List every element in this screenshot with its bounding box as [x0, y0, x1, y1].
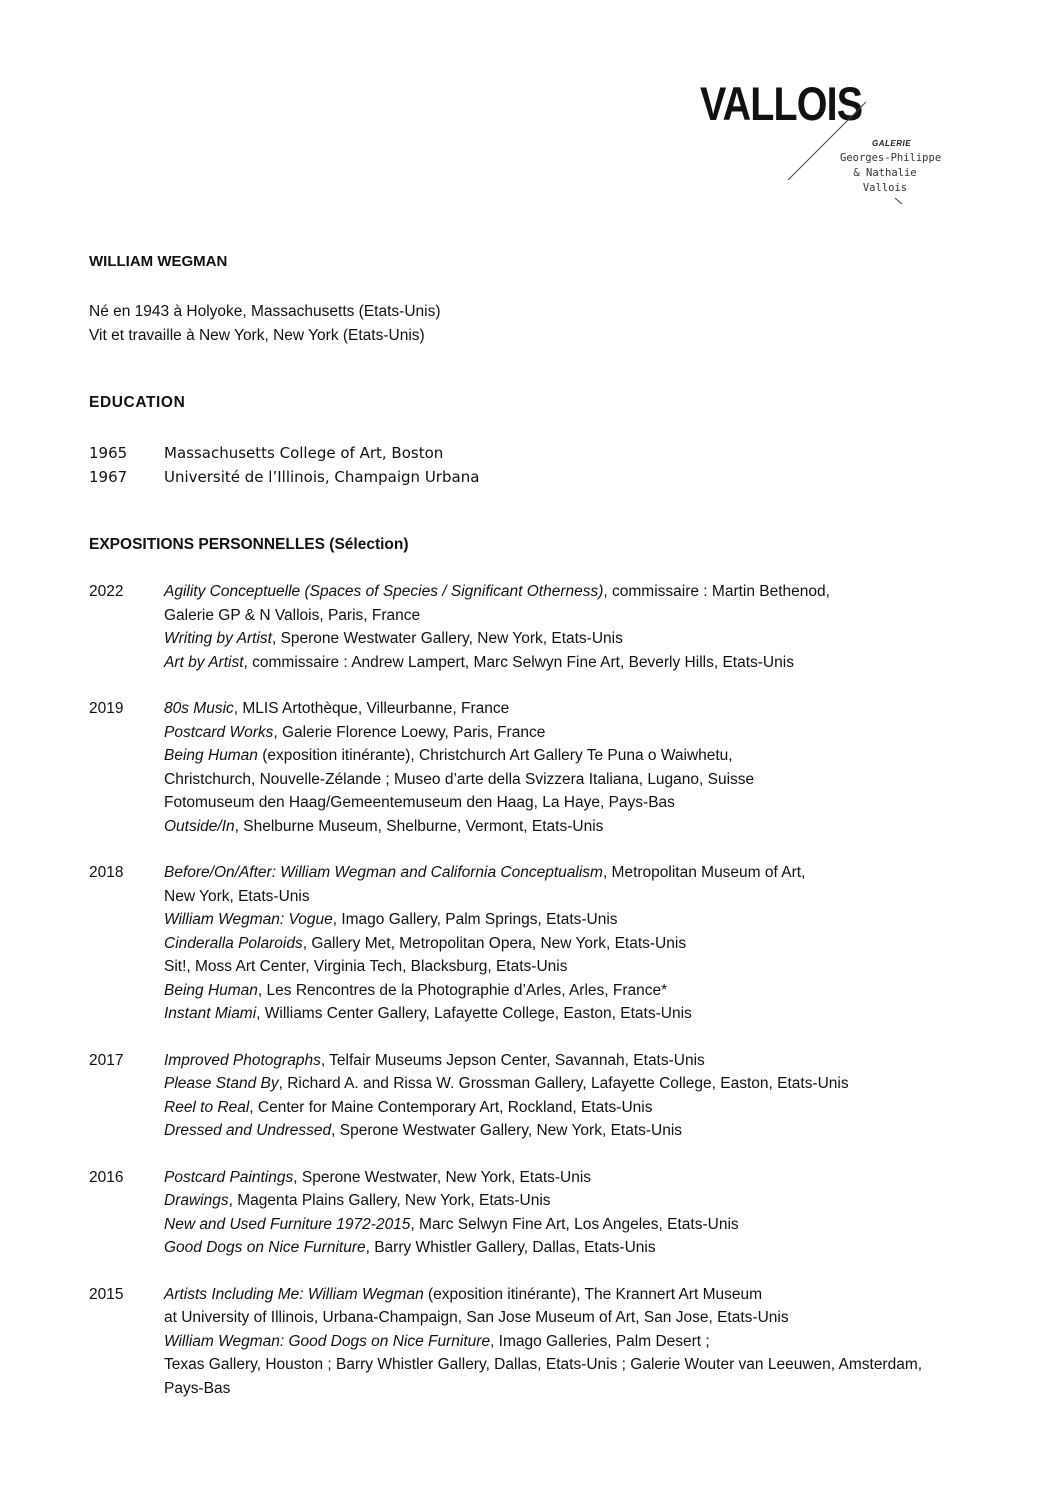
exhibition-line	[164, 1096, 1029, 1120]
exhibitions-title: EXPOSITIONS PERSONNELLES (Sélection)	[89, 536, 409, 553]
exhibition-title: Art by Artist	[164, 653, 244, 671]
exhibition-line	[164, 1072, 1029, 1096]
exhibition-details: , MLIS Artothèque, Villeurbanne, France	[233, 700, 510, 717]
exhibition-title: Dressed and Undressed	[164, 1122, 332, 1139]
exhibition-details: , Metropolitan Museum of Art,	[602, 864, 806, 881]
exhibition-details: , Barry Whistler Gallery, Dallas, Etats-Unis	[365, 1239, 656, 1256]
exhibition-title: Being Human	[164, 747, 258, 764]
education-list	[89, 441, 479, 489]
exhibition-title: Writing by Artist	[164, 630, 272, 647]
exhibition-year: 2016	[89, 1168, 124, 1186]
exhibition-details: , Imago Gallery, Palm Springs, Etats-Unis	[332, 911, 618, 928]
exhibition-line	[164, 1166, 1029, 1190]
exhibition-details: , Gallery Met, Metropolitan Opera, New York, Etats-Unis	[302, 934, 687, 952]
exhibition-details: , Shelburne Museum, Shelburne, Vermont, Etats-Unis	[234, 817, 604, 835]
exhibition-line	[164, 651, 1029, 675]
exhibition-year-block	[89, 861, 1029, 1026]
logo-galerie-label: GALERIE	[872, 139, 912, 148]
exhibition-title: Drawings	[164, 1192, 229, 1209]
exhibition-details: Fotomuseum den Haag/Gemeentemuseum den Haag, La Haye, Pays-Bas	[164, 794, 675, 811]
exhibition-title: Reel to Real	[164, 1098, 250, 1116]
logo-names	[840, 151, 942, 196]
exhibition-details: , Galerie Florence Loewy, Paris, France	[273, 723, 546, 741]
exhibition-details: , Richard A. and Rissa W. Grossman Gallery, Lafayette College, Easton, Etats-Unis	[278, 1075, 849, 1092]
education-year: 1967	[89, 468, 128, 486]
exhibition-title: Agility Conceptuelle (Spaces of Species / Significant Otherness)	[164, 583, 604, 600]
exhibition-title: Postcard Works	[164, 723, 274, 741]
exhibition-line	[164, 580, 1029, 604]
exhibition-details: , Telfair Museums Jepson Center, Savannah, Etats-Unis	[320, 1051, 705, 1069]
education-item	[89, 441, 479, 465]
exhibition-details: , Center for Maine Contemporary Art, Rockland, Etats-Unis	[249, 1098, 653, 1116]
exhibition-title: William Wegman: Vogue	[164, 911, 333, 928]
exhibition-title: Instant Miami	[164, 1005, 257, 1022]
exhibition-details: Galerie GP & N Vallois, Paris, France	[164, 606, 421, 624]
exhibition-title: Before/On/After: William Wegman and California Conceptualism	[164, 864, 603, 881]
exhibition-line	[164, 1330, 1029, 1354]
exhibition-line	[164, 697, 1029, 721]
exhibition-line	[164, 791, 1029, 815]
exhibition-details: Sit!, Moss Art Center, Virginia Tech, Blacksburg, Etats-Unis	[164, 958, 568, 975]
exhibition-year-block	[89, 697, 1029, 838]
exhibition-details: (exposition itinérante), The Krannert Art Museum	[423, 1285, 763, 1303]
exhibition-details: , Sperone Westwater Gallery, New York, Etats-Unis	[271, 630, 623, 647]
exhibition-line	[164, 744, 1029, 768]
exhibition-title: New and Used Furniture 1972-2015	[164, 1215, 411, 1233]
exhibition-line	[164, 1049, 1029, 1073]
exhibitions-list	[89, 580, 1029, 1423]
exhibition-line	[164, 955, 1029, 979]
logo-wordmark: VALLOIS	[700, 77, 863, 130]
exhibition-entries	[164, 1283, 1029, 1401]
exhibition-line	[164, 1213, 1029, 1237]
exhibition-details: at University of Illinois, Urbana-Champaign, San Jose Museum of Art, San Jose, Etats-Unis	[164, 1309, 789, 1326]
exhibition-line	[164, 1377, 1029, 1401]
education-title: EDUCATION	[89, 394, 186, 411]
exhibition-line	[164, 1236, 1029, 1260]
exhibition-line	[164, 932, 1029, 956]
exhibition-year-block	[89, 1283, 1029, 1401]
exhibition-details: , Sperone Westwater, New York, Etats-Unis	[293, 1168, 592, 1186]
exhibition-entries	[164, 580, 1029, 674]
education-item	[89, 465, 479, 489]
exhibition-details: , Marc Selwyn Fine Art, Los Angeles, Etats-Unis	[410, 1215, 739, 1233]
exhibition-details: (exposition itinérante), Christchurch Art Gallery Te Puna o Waiwhetu,	[257, 747, 733, 764]
exhibition-details: , Les Rencontres de la Photographie d’Arles, Arles, France*	[257, 981, 668, 999]
exhibition-details: Pays-Bas	[164, 1379, 231, 1397]
exhibition-year: 2019	[89, 700, 124, 717]
logo-name-line: Georges-Philippe	[840, 152, 942, 164]
exhibition-year: 2017	[89, 1051, 124, 1069]
exhibition-title: Please Stand By	[164, 1075, 279, 1092]
exhibition-details: , commissaire : Martin Bethenod,	[603, 583, 830, 600]
exhibition-title: Artists Including Me: William Wegman	[164, 1285, 424, 1303]
exhibition-line	[164, 627, 1029, 651]
exhibition-year: 2015	[89, 1285, 124, 1303]
artist-name: WILLIAM WEGMAN	[89, 253, 228, 270]
exhibition-details: , Sperone Westwater Gallery, New York, Etats-Unis	[331, 1122, 683, 1139]
exhibition-line	[164, 908, 1029, 932]
exhibition-details: , Magenta Plains Gallery, New York, Etats-Unis	[228, 1192, 551, 1209]
gallery-logo	[690, 78, 970, 238]
exhibition-line	[164, 1189, 1029, 1213]
logo-name-line: & Nathalie	[853, 167, 917, 179]
exhibition-title: Outside/In	[164, 817, 235, 835]
exhibition-line	[164, 768, 1029, 792]
exhibition-title: Improved Photographs	[164, 1051, 321, 1069]
exhibition-details: , Imago Galleries, Palm Desert ;	[490, 1332, 710, 1350]
exhibition-year-block	[89, 1166, 1029, 1260]
exhibition-line	[164, 861, 1029, 885]
exhibition-line	[164, 721, 1029, 745]
exhibition-line	[164, 885, 1029, 909]
exhibition-title: Cinderalla Polaroids	[164, 934, 303, 952]
exhibition-line	[164, 1306, 1029, 1330]
exhibition-line	[164, 1283, 1029, 1307]
exhibition-year: 2018	[89, 864, 124, 881]
exhibition-details: , commissaire : Andrew Lampert, Marc Selwyn Fine Art, Beverly Hills, Etats-Unis	[243, 653, 794, 671]
education-year: 1965	[89, 444, 128, 462]
exhibition-entries	[164, 861, 1029, 1026]
exhibition-entries	[164, 1049, 1029, 1143]
exhibition-details: Texas Gallery, Houston ; Barry Whistler Gallery, Dallas, Etats-Unis ; Galerie Wouter van Leeuwen, Amsterdam,	[164, 1356, 923, 1373]
bio-line: Vit et travaille à New York, New York (Etats-Unis)	[89, 326, 425, 344]
exhibition-details: New York, Etats-Unis	[164, 887, 310, 905]
exhibition-year: 2022	[89, 583, 124, 600]
exhibition-line	[164, 604, 1029, 628]
education-text: Université de l’Illinois, Champaign Urbana	[164, 468, 480, 486]
exhibition-year-block	[89, 1049, 1029, 1143]
exhibition-title: Postcard Paintings	[164, 1168, 294, 1186]
exhibition-line	[164, 979, 1029, 1003]
exhibition-title: 80s Music	[164, 700, 234, 717]
exhibition-entries	[164, 697, 1029, 838]
exhibition-line	[164, 815, 1029, 839]
exhibition-year-block	[89, 580, 1029, 674]
exhibition-line	[164, 1353, 1029, 1377]
education-text: Massachusetts College of Art, Boston	[164, 444, 444, 462]
exhibition-details: Christchurch, Nouvelle-Zélande ; Museo d’arte della Svizzera Italiana, Lugano, Suisse	[164, 770, 755, 788]
exhibition-title: Being Human	[164, 981, 258, 999]
exhibition-line	[164, 1002, 1029, 1026]
bio-line: Né en 1943 à Holyoke, Massachusetts (Etats-Unis)	[89, 303, 441, 320]
artist-bio	[89, 300, 441, 347]
logo-name-line: Vallois	[862, 182, 908, 194]
exhibition-title: William Wegman: Good Dogs on Nice Furniture	[164, 1332, 491, 1350]
exhibition-entries	[164, 1166, 1029, 1260]
exhibition-title: Good Dogs on Nice Furniture	[164, 1239, 366, 1256]
exhibition-details: , Williams Center Gallery, Lafayette College, Easton, Etats-Unis	[256, 1005, 692, 1022]
exhibition-line	[164, 1119, 1029, 1143]
